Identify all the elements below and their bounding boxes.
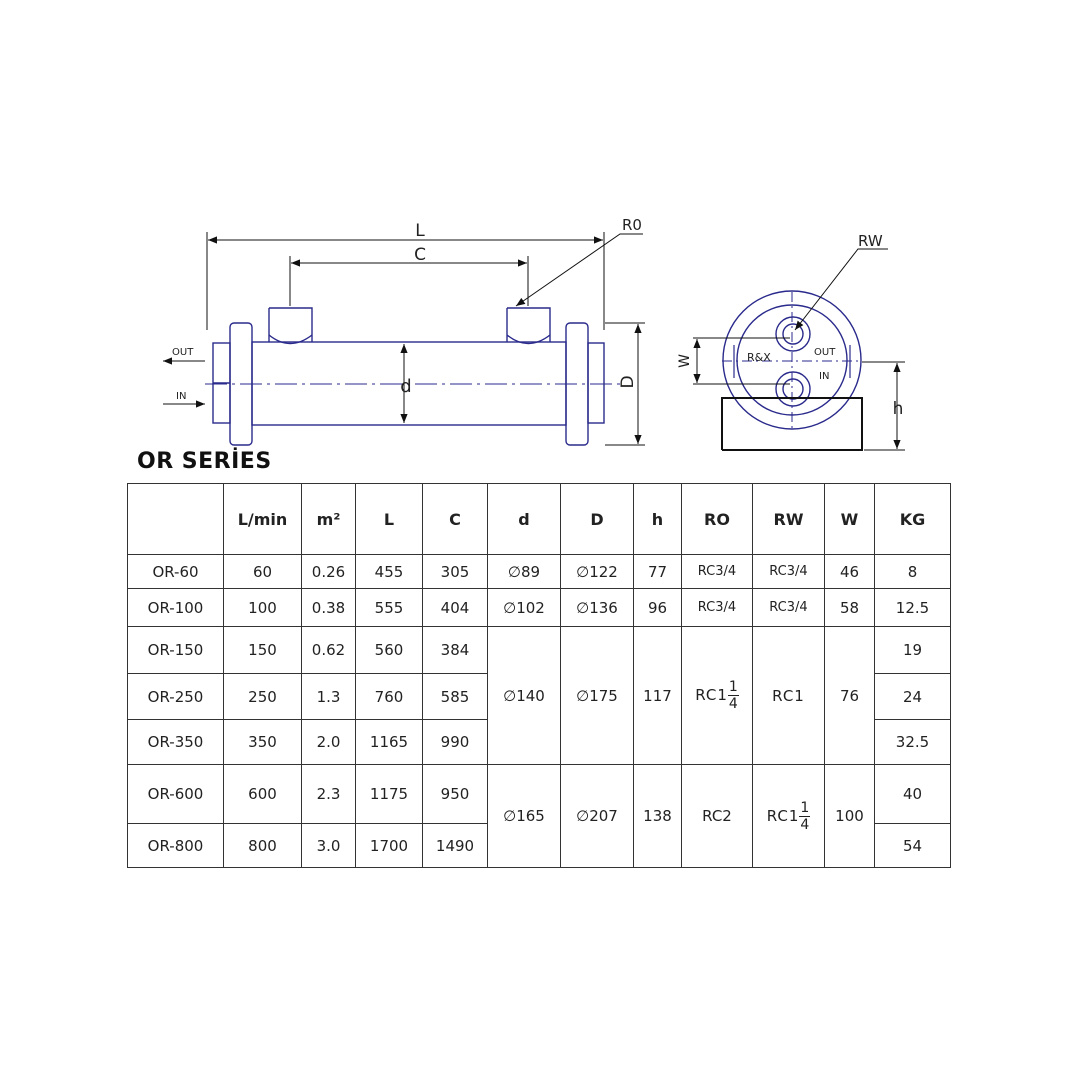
cell-L: 455 (356, 555, 423, 589)
label-C: C (414, 245, 426, 265)
label-h: h (892, 399, 904, 419)
cell-KG: 24 (875, 674, 951, 720)
cell-model: OR-600 (128, 765, 224, 824)
cell-D-group: ∅175 (561, 627, 634, 765)
cell-lmin: 60 (224, 555, 302, 589)
label-RW: RW (858, 232, 883, 250)
header-lmin: L/min (224, 484, 302, 555)
left-nozzle (269, 308, 312, 342)
cell-model: OR-60 (128, 555, 224, 589)
label-L: L (415, 221, 425, 241)
cell-m2: 2.3 (302, 765, 356, 824)
cell-W-group: 100 (825, 765, 875, 868)
spec-table (127, 483, 951, 868)
cell-m2: 0.62 (302, 627, 356, 674)
cell-model: OR-150 (128, 627, 224, 674)
cell-C: 1490 (423, 824, 488, 868)
header-W: W (825, 484, 875, 555)
cell-RW-group: RC1 $\frac{1}{4}$ (753, 765, 825, 868)
cell-model: OR-800 (128, 824, 224, 868)
cell-d: ∅89 (488, 555, 561, 589)
cell-L: 1165 (356, 720, 423, 765)
cell-lmin: 800 (224, 824, 302, 868)
cell-lmin: 350 (224, 720, 302, 765)
cell-C: 585 (423, 674, 488, 720)
cell-m2: 3.0 (302, 824, 356, 868)
cell-lmin: 100 (224, 589, 302, 627)
header-h: h (634, 484, 682, 555)
cell-d-group: ∅140 (488, 627, 561, 765)
header-row (128, 484, 951, 555)
header-d: d (488, 484, 561, 555)
end-view (722, 291, 862, 430)
label-R0: R0 (622, 216, 642, 234)
series-title: OR SERİES (137, 449, 272, 474)
side-view (205, 308, 620, 445)
cell-D-group: ∅207 (561, 765, 634, 868)
cell-RW: RC3/4 (753, 555, 825, 589)
header-C: C (423, 484, 488, 555)
cell-KG: 40 (875, 765, 951, 824)
port-bottom-outer (776, 372, 810, 406)
table-row (128, 589, 951, 627)
table-row (128, 555, 951, 589)
label-out-end: OUT (814, 347, 836, 358)
cell-h: 77 (634, 555, 682, 589)
cell-d: ∅102 (488, 589, 561, 627)
cell-RO-group: RC1 $\frac{1}{4}$ (682, 627, 753, 765)
label-in-end: IN (819, 371, 830, 382)
cell-RO: RC3/4 (682, 589, 753, 627)
cell-m2: 0.38 (302, 589, 356, 627)
cell-m2: 0.26 (302, 555, 356, 589)
header-L: L (356, 484, 423, 555)
cell-L: 760 (356, 674, 423, 720)
leader-RW (795, 249, 888, 330)
cell-m2: 2.0 (302, 720, 356, 765)
table-row (128, 627, 951, 674)
cell-h-group: 138 (634, 765, 682, 868)
cell-RO: RC3/4 (682, 555, 753, 589)
header-KG: KG (875, 484, 951, 555)
cell-KG: 19 (875, 627, 951, 674)
cell-model: OR-100 (128, 589, 224, 627)
right-nozzle (507, 308, 550, 342)
cell-d-group: ∅165 (488, 765, 561, 868)
cell-RW: RC3/4 (753, 589, 825, 627)
technical-drawing (0, 0, 1080, 480)
cell-C: 384 (423, 627, 488, 674)
label-in-side: IN (176, 391, 187, 402)
label-d: d (400, 376, 412, 397)
cell-D: ∅122 (561, 555, 634, 589)
cell-C: 404 (423, 589, 488, 627)
cell-h: 96 (634, 589, 682, 627)
cell-W-group: 76 (825, 627, 875, 765)
label-out-side: OUT (172, 347, 194, 358)
leader-R0 (516, 234, 643, 306)
cell-KG: 54 (875, 824, 951, 868)
header-model (128, 484, 224, 555)
cell-C: 950 (423, 765, 488, 824)
header-m2: m² (302, 484, 356, 555)
header-RO: RO (682, 484, 753, 555)
label-W: W (677, 354, 693, 368)
side-dimensions (163, 232, 645, 445)
cell-L: 1700 (356, 824, 423, 868)
cell-h-group: 117 (634, 627, 682, 765)
cell-lmin: 250 (224, 674, 302, 720)
cell-model: OR-350 (128, 720, 224, 765)
cell-L: 555 (356, 589, 423, 627)
cell-KG: 8 (875, 555, 951, 589)
header-D: D (561, 484, 634, 555)
cell-L: 560 (356, 627, 423, 674)
label-D: D (618, 375, 638, 389)
port-top-outer (776, 317, 810, 351)
cell-KG: 32.5 (875, 720, 951, 765)
cell-KG: 12.5 (875, 589, 951, 627)
cell-C: 305 (423, 555, 488, 589)
cell-m2: 1.3 (302, 674, 356, 720)
cell-W: 46 (825, 555, 875, 589)
cell-RW-group: RC1 (753, 627, 825, 765)
cell-C: 990 (423, 720, 488, 765)
cell-lmin: 600 (224, 765, 302, 824)
cell-lmin: 150 (224, 627, 302, 674)
cell-D: ∅136 (561, 589, 634, 627)
table-row (128, 765, 951, 824)
label-rx: R&X (747, 351, 771, 364)
cell-model: OR-250 (128, 674, 224, 720)
cell-W: 58 (825, 589, 875, 627)
header-RW: RW (753, 484, 825, 555)
cell-RO-group: RC2 (682, 765, 753, 868)
cell-L: 1175 (356, 765, 423, 824)
